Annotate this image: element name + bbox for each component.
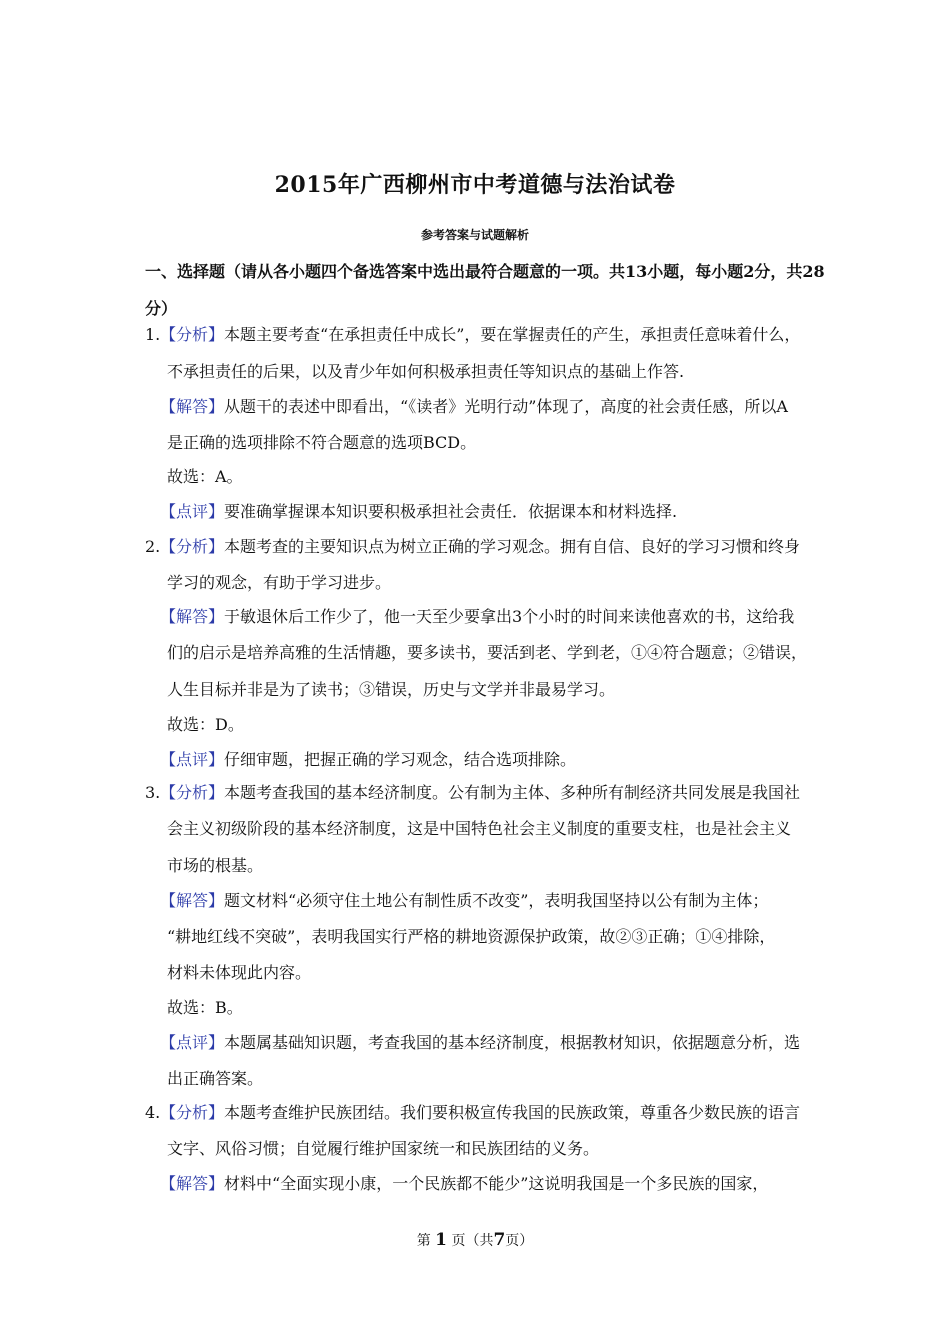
analysis-tag: 【分析】 bbox=[160, 1103, 225, 1122]
q4-analysis-text-1: 本题考查维护民族团结。我们要积极宣传我国的民族政策，尊重各少数民族的语言 bbox=[224, 1103, 801, 1122]
answer-tag: 【解答】 bbox=[160, 891, 225, 910]
analysis-tag: 【分析】 bbox=[160, 783, 225, 802]
answer-tag: 【解答】 bbox=[160, 607, 225, 626]
q4-analysis-line-1 bbox=[160, 1103, 800, 1123]
page-footer bbox=[0, 1230, 950, 1250]
footer-page-number: 1 bbox=[435, 1230, 447, 1250]
footer-middle: 页（共 bbox=[451, 1233, 494, 1249]
page-title: 2015年广西柳州市中考道德与法治试卷 bbox=[274, 172, 676, 198]
q1-analysis-line-2: 不承担责任的后果，以及青少年如何积极承担责任等知识点的基础上作答. bbox=[167, 362, 685, 381]
q1-analysis-text-1: 本题主要考查“在承担责任中成长”，要在掌握责任的产生，承担责任意味着什么， bbox=[224, 325, 801, 344]
question-1-number: 1. bbox=[145, 325, 161, 344]
q1-answer-line-1 bbox=[160, 397, 788, 417]
q3-comment-line-2: 出正确答案。 bbox=[167, 1069, 264, 1088]
q1-comment-text-1: 要准确掌握课本知识要积极承担社会责任．依据课本和材料选择. bbox=[224, 502, 678, 521]
comment-tag: 【点评】 bbox=[160, 502, 225, 521]
q3-answer-text-1: 题文材料“必须守住土地公有制性质不改变”，表明我国坚持以公有制为主体； bbox=[224, 891, 769, 910]
analysis-tag: 【分析】 bbox=[160, 325, 225, 344]
q3-analysis-line-2: 会主义初级阶段的基本经济制度，这是中国特色社会主义制度的重要支柱，也是社会主义 bbox=[167, 819, 792, 838]
q2-comment-text-1: 仔细审题，把握正确的学习观念，结合选项排除。 bbox=[224, 750, 577, 769]
page-subtitle: 参考答案与试题解析 bbox=[420, 228, 529, 242]
q2-answer-text-1: 于敏退休后工作少了，他一天至少要拿出3个小时的时间来读他喜欢的书，这给我 bbox=[224, 607, 795, 626]
q2-analysis-text-1: 本题考查的主要知识点为树立正确的学习观念。拥有自信、良好的学习习惯和终身 bbox=[224, 537, 801, 556]
q2-analysis-line-2: 学习的观念，有助于学习进步。 bbox=[167, 573, 392, 592]
q2-answer-line-1 bbox=[160, 607, 794, 627]
comment-tag: 【点评】 bbox=[160, 1033, 225, 1052]
q3-comment-line-1 bbox=[160, 1033, 800, 1053]
analysis-tag: 【分析】 bbox=[160, 537, 225, 556]
q4-answer-text-1: 材料中“全面实现小康，一个民族都不能少”这说明我国是一个多民族的国家， bbox=[224, 1174, 769, 1193]
q1-answer-line-2: 是正确的选项排除不符合题意的选项BCD。 bbox=[167, 433, 477, 452]
q1-analysis-line-1 bbox=[160, 325, 800, 345]
q4-answer-line-1 bbox=[160, 1174, 768, 1194]
q3-analysis-line-1 bbox=[160, 783, 800, 803]
q1-comment-line-1 bbox=[160, 502, 677, 522]
comment-tag: 【点评】 bbox=[160, 750, 225, 769]
q1-choice: 故选：A。 bbox=[167, 467, 243, 486]
q3-answer-line-2: “耕地红线不突破”，表明我国实行严格的耕地资源保护政策，故②③正确；①④排除， bbox=[167, 927, 776, 946]
q3-answer-line-3: 材料未体现此内容。 bbox=[167, 963, 312, 982]
footer-suffix: 页） bbox=[505, 1233, 534, 1249]
q3-comment-text-1: 本题属基础知识题，考查我国的基本经济制度，根据教材知识，依据题意分析，选 bbox=[224, 1033, 801, 1052]
answer-tag: 【解答】 bbox=[160, 397, 225, 416]
q2-answer-line-3: 人生目标并非是为了读书；③错误，历史与文学并非最易学习。 bbox=[167, 680, 616, 699]
question-4-number: 4. bbox=[145, 1103, 161, 1122]
q3-answer-line-1 bbox=[160, 891, 768, 911]
q3-analysis-text-1: 本题考查我国的基本经济制度。公有制为主体、多种所有制经济共同发展是我国社 bbox=[224, 783, 801, 802]
question-2-number: 2. bbox=[145, 537, 161, 556]
question-3-number: 3. bbox=[145, 783, 161, 802]
q4-analysis-line-2: 文字、风俗习惯；自觉履行维护国家统一和民族团结的义务。 bbox=[167, 1139, 600, 1158]
q2-comment-line-1 bbox=[160, 750, 576, 770]
q2-choice: 故选：D。 bbox=[167, 715, 244, 734]
footer-prefix: 第 bbox=[416, 1233, 431, 1249]
q2-answer-line-2: 们的启示是培养高雅的生活情趣，要多读书，要活到老、学到老，①④符合题意；②错误， bbox=[167, 643, 808, 662]
q3-analysis-line-3: 市场的根基。 bbox=[167, 856, 264, 875]
q3-choice: 故选：B。 bbox=[167, 998, 243, 1017]
q2-analysis-line-1 bbox=[160, 537, 800, 557]
q1-answer-text-1: 从题干的表述中即看出，“《读者》光明行动”体现了，高度的社会责任感，所以A bbox=[224, 397, 788, 416]
section-heading: 一、选择题（请从各小题四个备选答案中选出最符合题意的一项。共13小题，每小题2分，共28分） bbox=[145, 262, 825, 318]
answer-tag: 【解答】 bbox=[160, 1174, 225, 1193]
footer-total-pages: 7 bbox=[493, 1230, 506, 1250]
